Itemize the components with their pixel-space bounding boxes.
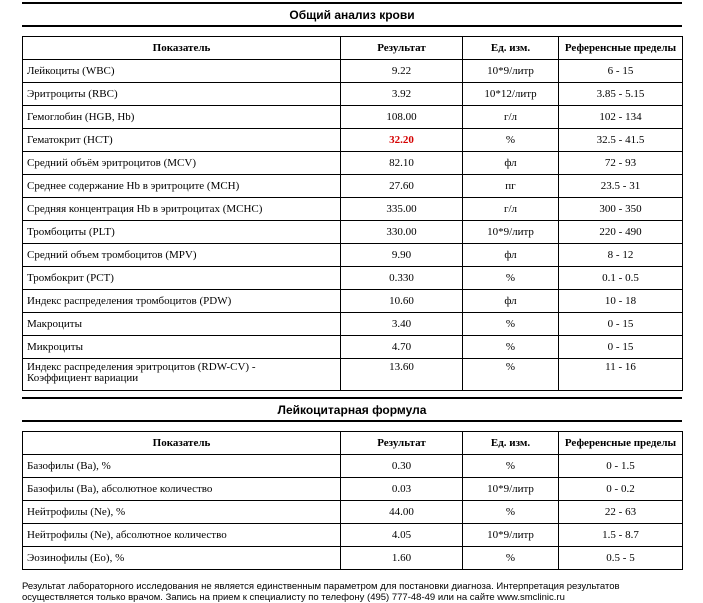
- param-result: 1.60: [341, 547, 463, 570]
- param-result: 0.30: [341, 455, 463, 478]
- table-row: [23, 313, 683, 336]
- param-unit: %: [463, 129, 559, 152]
- param-unit: 10*9/литр: [463, 524, 559, 547]
- col-header-name: Показатель: [23, 432, 341, 455]
- param-unit: фл: [463, 152, 559, 175]
- table-row: [23, 83, 683, 106]
- param-result: 4.05: [341, 524, 463, 547]
- param-result: 9.90: [341, 244, 463, 267]
- col-header-result: Результат: [341, 432, 463, 455]
- table-row: [23, 547, 683, 570]
- param-name: Средний объем тромбоцитов (MPV): [23, 244, 341, 267]
- leuko-title-rule: [22, 420, 682, 422]
- disclaimer-line: осуществляется только врачом. Запись на прием к специалисту по телефону (495) 777-48-49 или на сайте www.smclinic.ru: [22, 592, 565, 603]
- param-unit: %: [463, 267, 559, 290]
- param-result: 9.22: [341, 60, 463, 83]
- param-unit: %: [463, 336, 559, 359]
- param-unit: %: [463, 501, 559, 524]
- param-unit: фл: [463, 244, 559, 267]
- param-result-abnormal: 32.20: [341, 129, 463, 152]
- table-row: [23, 524, 683, 547]
- param-name: Среднее содержание Hb в эритроците (MCH): [23, 175, 341, 198]
- param-unit: 10*12/литр: [463, 83, 559, 106]
- param-unit: пг: [463, 175, 559, 198]
- table-row: [23, 152, 683, 175]
- param-unit: 10*9/литр: [463, 478, 559, 501]
- leuko-top-rule: [22, 397, 682, 399]
- table-row: [23, 455, 683, 478]
- param-ref: 10 - 18: [559, 290, 683, 313]
- table-row: [23, 501, 683, 524]
- col-header-ref: Референсные пределы: [559, 432, 683, 455]
- col-header-result: Результат: [341, 37, 463, 60]
- param-name: Нейтрофилы (Ne), %: [23, 501, 341, 524]
- table-row: [23, 198, 683, 221]
- param-result: 82.10: [341, 152, 463, 175]
- param-result: 108.00: [341, 106, 463, 129]
- cbc-title-rule: [22, 25, 682, 27]
- param-name: Базофилы (Ba), %: [23, 455, 341, 478]
- table-row: [23, 60, 683, 83]
- param-ref: 6 - 15: [559, 60, 683, 83]
- param-unit: 10*9/литр: [463, 60, 559, 83]
- param-name: Лейкоциты (WBC): [23, 60, 341, 83]
- col-header-name: Показатель: [23, 37, 341, 60]
- param-result: 3.40: [341, 313, 463, 336]
- param-unit: %: [463, 359, 559, 391]
- param-ref: 0 - 0.2: [559, 478, 683, 501]
- param-name: Эритроциты (RBC): [23, 83, 341, 106]
- param-result: 335.00: [341, 198, 463, 221]
- leuko-header-row: [23, 432, 683, 455]
- param-result: 13.60: [341, 359, 463, 391]
- param-name: Тромбокрит (PCT): [23, 267, 341, 290]
- param-result: 0.03: [341, 478, 463, 501]
- param-name-line: Коэффициент вариации: [27, 372, 139, 384]
- table-row: [23, 478, 683, 501]
- param-ref: 0.1 - 0.5: [559, 267, 683, 290]
- param-name: Базофилы (Ba), абсолютное количество: [23, 478, 341, 501]
- param-ref: 23.5 - 31: [559, 175, 683, 198]
- param-unit: 10*9/литр: [463, 221, 559, 244]
- param-ref: 220 - 490: [559, 221, 683, 244]
- table-row: [23, 175, 683, 198]
- param-name: Индекс распределения тромбоцитов (PDW): [23, 290, 341, 313]
- cbc-table: [22, 36, 683, 391]
- param-name: Средняя концентрация Hb в эритроцитах (MCHC): [23, 198, 341, 221]
- param-unit: г/л: [463, 106, 559, 129]
- param-ref: 1.5 - 8.7: [559, 524, 683, 547]
- param-ref: 3.85 - 5.15: [559, 83, 683, 106]
- param-result: 0.330: [341, 267, 463, 290]
- param-name-line: Индекс распределения эритроцитов (RDW-CV) -: [27, 361, 256, 373]
- param-ref: 0 - 15: [559, 313, 683, 336]
- table-row: [23, 244, 683, 267]
- param-ref: 0 - 1.5: [559, 455, 683, 478]
- table-row: [23, 221, 683, 244]
- param-result: 27.60: [341, 175, 463, 198]
- table-row: [23, 336, 683, 359]
- param-unit: %: [463, 313, 559, 336]
- param-name: Эозинофилы (Eo), %: [23, 547, 341, 570]
- param-name: Гематокрит (HCT): [23, 129, 341, 152]
- param-name: Тромбоциты (PLT): [23, 221, 341, 244]
- param-ref: 8 - 12: [559, 244, 683, 267]
- param-ref: 22 - 63: [559, 501, 683, 524]
- param-result: 3.92: [341, 83, 463, 106]
- table-row: [23, 290, 683, 313]
- param-name: Макроциты: [23, 313, 341, 336]
- table-row: [23, 359, 683, 391]
- col-header-unit: Ед. изм.: [463, 432, 559, 455]
- table-row: [23, 267, 683, 290]
- param-ref: 0.5 - 5: [559, 547, 683, 570]
- param-name: Гемоглобин (HGB, Hb): [23, 106, 341, 129]
- param-unit: %: [463, 455, 559, 478]
- param-name: Средний объём эритроцитов (MCV): [23, 152, 341, 175]
- param-unit: %: [463, 547, 559, 570]
- param-ref: 32.5 - 41.5: [559, 129, 683, 152]
- param-ref: 102 - 134: [559, 106, 683, 129]
- param-result: 44.00: [341, 501, 463, 524]
- param-ref: 11 - 16: [559, 359, 683, 391]
- param-unit: г/л: [463, 198, 559, 221]
- param-ref: 0 - 15: [559, 336, 683, 359]
- cbc-title: Общий анализ крови: [289, 8, 415, 22]
- leuko-table: [22, 431, 683, 570]
- param-name: Нейтрофилы (Ne), абсолютное количество: [23, 524, 341, 547]
- param-result: 330.00: [341, 221, 463, 244]
- col-header-unit: Ед. изм.: [463, 37, 559, 60]
- table-row: [23, 106, 683, 129]
- disclaimer-line: Результат лабораторного исследования не является единственным параметром для постановки диагноза. Интерпретация результатов: [22, 581, 620, 592]
- param-ref: 300 - 350: [559, 198, 683, 221]
- param-unit: фл: [463, 290, 559, 313]
- param-name: Микроциты: [23, 336, 341, 359]
- col-header-ref: Референсные пределы: [559, 37, 683, 60]
- param-name: [23, 359, 341, 391]
- table-row: [23, 129, 683, 152]
- param-result: 4.70: [341, 336, 463, 359]
- top-rule: [22, 2, 682, 4]
- param-result: 10.60: [341, 290, 463, 313]
- leuko-title: Лейкоцитарная формула: [277, 403, 427, 417]
- param-ref: 72 - 93: [559, 152, 683, 175]
- cbc-header-row: [23, 37, 683, 60]
